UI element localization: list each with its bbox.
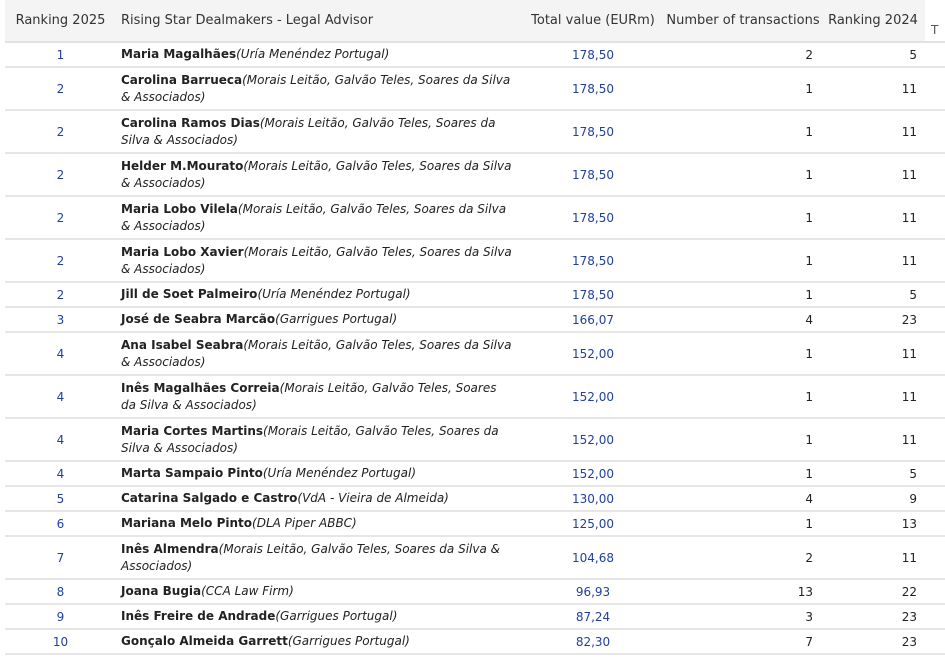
transactions-cell: 2: [665, 536, 821, 579]
advisor-firm: (Morais Leitão, Galvão Teles, Soares da Silva & Associados): [121, 201, 507, 233]
advisor-cell: [116, 239, 521, 282]
header-ranking-2024[interactable]: Ranking 2024: [821, 0, 925, 42]
ranking-2025-cell: 6: [5, 511, 116, 536]
advisor-firm: (VdA - Vieira de Almeida): [297, 491, 449, 505]
advisor-cell: [116, 153, 521, 196]
truncated-cell: [925, 110, 945, 153]
ranking-2024-cell: 11: [821, 375, 925, 418]
header-transactions[interactable]: Number of transactions: [665, 0, 821, 42]
ranking-2025-cell: 3: [5, 307, 116, 332]
table-row[interactable]: [5, 418, 945, 461]
advisor-firm: (DLA Piper ABBC): [252, 516, 357, 530]
total-value-cell[interactable]: 104,68: [521, 536, 665, 579]
ranking-2025-cell: 4: [5, 418, 116, 461]
total-value-cell[interactable]: 178,50: [521, 282, 665, 307]
transactions-cell: 1: [665, 153, 821, 196]
ranking-2024-cell: 5: [821, 42, 925, 67]
advisor-firm: (Morais Leitão, Galvão Teles, Soares da Silva & Associados): [121, 423, 499, 455]
transactions-cell: 1: [665, 239, 821, 282]
advisor-cell: [116, 486, 521, 511]
total-value-cell[interactable]: 178,50: [521, 239, 665, 282]
table-row[interactable]: [5, 511, 945, 536]
advisor-name[interactable]: Maria Cortes Martins: [121, 423, 264, 438]
table-row[interactable]: [5, 110, 945, 153]
table-header: [5, 0, 945, 42]
truncated-cell: [925, 239, 945, 282]
table-row[interactable]: [5, 579, 945, 604]
table-row[interactable]: [5, 375, 945, 418]
transactions-cell: 1: [665, 511, 821, 536]
advisor-firm: (Morais Leitão, Galvão Teles, Soares da Silva & Associados): [121, 115, 496, 147]
truncated-cell: [925, 511, 945, 536]
ranking-2024-cell: 13: [821, 511, 925, 536]
ranking-2025-cell: 2: [5, 282, 116, 307]
ranking-2024-cell: 11: [821, 110, 925, 153]
transactions-cell: 1: [665, 110, 821, 153]
advisor-cell: [116, 604, 521, 629]
truncated-cell: [925, 67, 945, 110]
transactions-cell: 1: [665, 67, 821, 110]
ranking-2025-cell: 4: [5, 461, 116, 486]
table-row[interactable]: [5, 307, 945, 332]
advisor-name[interactable]: Inês Freire de Andrade: [121, 609, 276, 623]
advisor-name[interactable]: Carolina Barrueca: [121, 72, 243, 87]
transactions-cell: 13: [665, 579, 821, 604]
transactions-cell: 2: [665, 42, 821, 67]
ranking-2025-cell: 2: [5, 153, 116, 196]
ranking-2025-cell: 2: [5, 67, 116, 110]
advisor-name[interactable]: Gonçalo Almeida Garrett: [121, 634, 288, 648]
advisor-firm: (Garrigues Portugal): [275, 312, 398, 326]
total-value-cell[interactable]: 152,00: [521, 332, 665, 375]
advisor-firm: (Morais Leitão, Galvão Teles, Soares da Silva & Associados): [121, 380, 497, 412]
advisor-name[interactable]: Ana Isabel Seabra: [121, 337, 244, 352]
total-value-cell[interactable]: 130,00: [521, 486, 665, 511]
advisor-name[interactable]: Maria Lobo Vilela: [121, 201, 238, 216]
advisor-firm: (Morais Leitão, Galvão Teles, Soares da Silva & Associados): [121, 337, 512, 369]
truncated-cell: [925, 629, 945, 654]
truncated-cell: [925, 536, 945, 579]
ranking-2024-cell: 9: [821, 486, 925, 511]
transactions-cell: 1: [665, 375, 821, 418]
ranking-2025-cell: 9: [5, 604, 116, 629]
total-value-cell[interactable]: 152,00: [521, 461, 665, 486]
truncated-cell: [925, 153, 945, 196]
advisor-firm: (Uría Menéndez Portugal): [236, 47, 390, 61]
ranking-2024-cell: 11: [821, 536, 925, 579]
advisor-cell: [116, 42, 521, 67]
ranking-2025-cell: 7: [5, 536, 116, 579]
ranking-2024-cell: 11: [821, 418, 925, 461]
ranking-2024-cell: 11: [821, 196, 925, 239]
ranking-2024-cell: 23: [821, 604, 925, 629]
ranking-2024-cell: 23: [821, 307, 925, 332]
ranking-2025-cell: 2: [5, 239, 116, 282]
table-row[interactable]: [5, 332, 945, 375]
ranking-2024-cell: 5: [821, 282, 925, 307]
advisor-cell: [116, 536, 521, 579]
transactions-cell: 1: [665, 461, 821, 486]
total-value-cell[interactable]: 178,50: [521, 42, 665, 67]
ranking-2024-cell: 11: [821, 67, 925, 110]
truncated-cell: [925, 42, 945, 67]
total-value-cell[interactable]: 87,24: [521, 604, 665, 629]
total-value-cell[interactable]: 82,30: [521, 629, 665, 654]
total-value-cell[interactable]: 96,93: [521, 579, 665, 604]
header-advisor[interactable]: Rising Star Dealmakers - Legal Advisor: [116, 0, 521, 42]
transactions-cell: 1: [665, 282, 821, 307]
truncated-cell: [925, 486, 945, 511]
ranking-2024-cell: 11: [821, 153, 925, 196]
advisor-name[interactable]: Catarina Salgado e Castro: [121, 491, 298, 505]
advisor-name[interactable]: Marta Sampaio Pinto: [121, 466, 263, 480]
transactions-cell: 4: [665, 486, 821, 511]
table-row[interactable]: [5, 282, 945, 307]
advisor-cell: [116, 67, 521, 110]
ranking-2025-cell: 1: [5, 42, 116, 67]
table-row[interactable]: [5, 153, 945, 196]
advisor-name[interactable]: Jill de Soet Palmeiro: [121, 287, 258, 301]
truncated-cell: [925, 282, 945, 307]
advisor-cell: [116, 461, 521, 486]
ranking-2025-cell: 4: [5, 332, 116, 375]
advisor-name[interactable]: Inês Magalhães Correia: [121, 380, 280, 395]
table-body: [5, 42, 945, 654]
header-truncated-column[interactable]: T: [925, 0, 945, 42]
transactions-cell: 1: [665, 418, 821, 461]
advisor-cell: [116, 375, 521, 418]
advisor-firm: (Garrigues Portugal): [287, 634, 410, 648]
truncated-cell: [925, 461, 945, 486]
ranking-2025-cell: 2: [5, 196, 116, 239]
total-value-cell[interactable]: 152,00: [521, 418, 665, 461]
truncated-cell: [925, 196, 945, 239]
total-value-cell[interactable]: 166,07: [521, 307, 665, 332]
advisor-firm: (CCA Law Firm): [201, 584, 294, 598]
advisor-cell: [116, 511, 521, 536]
table-row[interactable]: [5, 486, 945, 511]
transactions-cell: 4: [665, 307, 821, 332]
transactions-cell: 3: [665, 604, 821, 629]
ranking-2025-cell: 10: [5, 629, 116, 654]
transactions-cell: 1: [665, 196, 821, 239]
table-row[interactable]: [5, 461, 945, 486]
advisor-cell: [116, 418, 521, 461]
advisor-name[interactable]: Maria Magalhães: [121, 47, 237, 61]
ranking-2024-cell: 11: [821, 332, 925, 375]
advisor-firm: (Morais Leitão, Galvão Teles, Soares da Silva & Associados): [121, 158, 512, 190]
table-row[interactable]: [5, 42, 945, 67]
table-row[interactable]: [5, 629, 945, 654]
advisor-name[interactable]: Mariana Melo Pinto: [121, 516, 253, 530]
ranking-2025-cell: 8: [5, 579, 116, 604]
total-value-cell[interactable]: 178,50: [521, 196, 665, 239]
ranking-2024-cell: 11: [821, 239, 925, 282]
table-row[interactable]: [5, 67, 945, 110]
advisor-name[interactable]: Joana Bugia: [121, 584, 202, 598]
ranking-2025-cell: 5: [5, 486, 116, 511]
ranking-2025-cell: 2: [5, 110, 116, 153]
advisor-cell: [116, 282, 521, 307]
advisor-firm: (Morais Leitão, Galvão Teles, Soares da Silva & Associados): [121, 244, 512, 276]
advisor-firm: (Uría Menéndez Portugal): [257, 287, 411, 301]
ranking-2024-cell: 22: [821, 579, 925, 604]
transactions-cell: 7: [665, 629, 821, 654]
advisor-firm: (Morais Leitão, Galvão Teles, Soares da Silva & Associados): [121, 72, 511, 104]
header-ranking-2025[interactable]: Ranking 2025: [5, 0, 116, 42]
truncated-cell: [925, 418, 945, 461]
truncated-cell: [925, 332, 945, 375]
advisor-name[interactable]: Inês Almendra: [121, 541, 219, 556]
table-row[interactable]: [5, 604, 945, 629]
total-value-cell[interactable]: 178,50: [521, 67, 665, 110]
table-row[interactable]: [5, 196, 945, 239]
advisor-firm: (Morais Leitão, Galvão Teles, Soares da Silva & Associados): [121, 541, 500, 573]
transactions-cell: 1: [665, 332, 821, 375]
ranking-2024-cell: 5: [821, 461, 925, 486]
truncated-cell: [925, 307, 945, 332]
advisor-cell: [116, 629, 521, 654]
dealmakers-table: [5, 0, 945, 655]
truncated-cell: [925, 375, 945, 418]
truncated-cell: [925, 579, 945, 604]
advisor-name[interactable]: Carolina Ramos Dias: [121, 115, 260, 130]
total-value-cell[interactable]: 178,50: [521, 153, 665, 196]
advisor-firm: (Uría Menéndez Portugal): [262, 466, 417, 480]
advisor-cell: [116, 196, 521, 239]
total-value-cell[interactable]: 178,50: [521, 110, 665, 153]
advisor-firm: (Garrigues Portugal): [275, 609, 398, 623]
advisor-cell: [116, 579, 521, 604]
table-row[interactable]: [5, 536, 945, 579]
advisor-cell: [116, 307, 521, 332]
ranking-2024-cell: 23: [821, 629, 925, 654]
ranking-2025-cell: 4: [5, 375, 116, 418]
truncated-cell: [925, 604, 945, 629]
advisor-cell: [116, 332, 521, 375]
table-row[interactable]: [5, 239, 945, 282]
total-value-cell[interactable]: 125,00: [521, 511, 665, 536]
advisor-name[interactable]: Helder M.Mourato: [121, 158, 244, 173]
advisor-cell: [116, 110, 521, 153]
total-value-cell[interactable]: 152,00: [521, 375, 665, 418]
header-total-value[interactable]: Total value (EURm): [521, 0, 665, 42]
advisor-name[interactable]: José de Seabra Marcão: [121, 312, 276, 326]
advisor-name[interactable]: Maria Lobo Xavier: [121, 244, 244, 259]
